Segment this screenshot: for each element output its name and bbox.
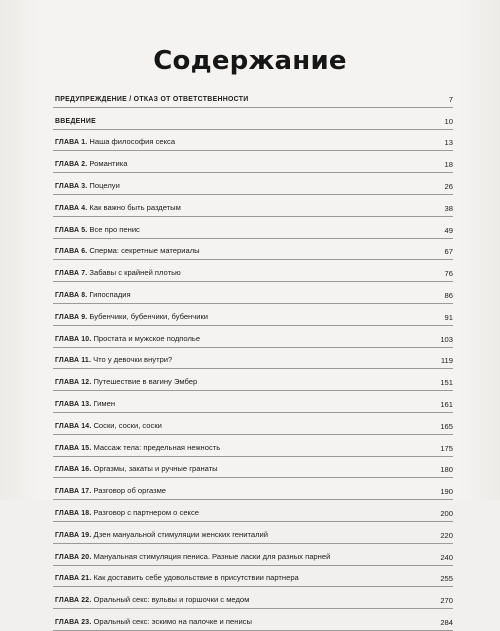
entry-title: Мануальная стимуляция пениса. Разные ласки для разных парней (93, 551, 331, 561)
toc-entry-label (55, 594, 249, 607)
toc-entry-label (55, 616, 252, 629)
page-number: 76 (444, 269, 453, 279)
toc-entry-label (55, 463, 218, 476)
toc-entry (53, 108, 453, 130)
toc-entry-label (55, 529, 268, 542)
page-number: 103 (440, 334, 453, 344)
toc-entry-label (55, 311, 208, 324)
entry-title: Разговор с партнером о сексе (93, 507, 199, 517)
page-number: 91 (444, 312, 453, 322)
entry-title: Поцелуи (89, 180, 120, 190)
toc-entry-label (55, 420, 162, 433)
toc-entry (53, 217, 453, 239)
entry-title: Оральный секс: вульвы и горшочки с медом (93, 595, 250, 605)
entry-title: ВВЕДЕНИЕ (55, 117, 96, 125)
entry-title: Гипоспадия (89, 289, 131, 299)
toc-entry (53, 151, 453, 173)
chapter-number: ГЛАВА 9. (55, 313, 88, 321)
entry-title: Простата и мужское подполье (93, 333, 201, 343)
toc-entry (53, 435, 453, 457)
entry-title: Как важно быть раздетым (89, 202, 181, 212)
page-number: 255 (440, 574, 453, 584)
entry-title: Оргазмы, закаты и ручные гранаты (93, 464, 218, 474)
toc-entry (53, 348, 453, 370)
toc-entry (53, 282, 453, 304)
entry-title: Наша философия секса (89, 137, 176, 147)
toc-entry-label (55, 202, 181, 215)
entry-title: Путешествие в вагину Эмбер (93, 377, 198, 387)
toc-entry (53, 478, 453, 500)
toc-entry (53, 86, 453, 108)
chapter-number: ГЛАВА 12. (55, 379, 92, 387)
page-number: 26 (444, 181, 453, 191)
toc-entry-label (55, 507, 199, 520)
toc-entry (53, 544, 453, 566)
toc-entry (53, 500, 453, 522)
entry-title: Что у девочки внутри? (93, 355, 173, 365)
entry-title: ПРЕДУПРЕЖДЕНИЕ / ОТКАЗ ОТ ОТВЕТСТВЕННОСТИ (55, 95, 249, 103)
entry-title: Оральный секс: эскимо на палочке и пенисы (93, 616, 252, 626)
chapter-number: ГЛАВА 6. (55, 248, 88, 256)
toc-entry-label (55, 376, 197, 389)
page-number: 165 (440, 421, 453, 431)
toc-entry-label (55, 289, 131, 302)
chapter-number: ГЛАВА 21. (55, 575, 92, 583)
chapter-number: ГЛАВА 17. (55, 488, 92, 496)
page-number: 49 (444, 225, 453, 235)
toc-entry (53, 609, 453, 631)
toc-entry-label (55, 398, 115, 411)
page-number: 10 (444, 116, 453, 126)
toc-entry-label (55, 116, 96, 128)
toc-entry-label (55, 267, 181, 280)
toc-entry (53, 457, 453, 479)
chapter-number: ГЛАВА 4. (55, 204, 88, 212)
chapter-number: ГЛАВА 14. (55, 422, 92, 430)
chapter-number: ГЛАВА 5. (55, 226, 88, 234)
page-number: 190 (440, 487, 453, 497)
entry-title: Романтика (89, 159, 128, 169)
chapter-number: ГЛАВА 13. (55, 400, 92, 408)
chapter-number: ГЛАВА 20. (55, 553, 92, 561)
page-number: 180 (440, 465, 453, 475)
page-number: 119 (440, 356, 453, 366)
page-number: 86 (444, 290, 453, 300)
toc-entry-label (55, 333, 200, 346)
toc-entry-label (55, 551, 330, 564)
toc-entry-label (55, 158, 127, 171)
toc-entry-label (55, 245, 200, 258)
toc-entry-label (55, 180, 120, 193)
chapter-number: ГЛАВА 11. (55, 357, 92, 365)
chapter-number: ГЛАВА 16. (55, 466, 92, 474)
page-number: 161 (440, 399, 453, 409)
entry-title: Дзен мануальной стимуляции женских гениталий (93, 529, 268, 539)
page-number: 7 (448, 94, 453, 104)
toc-entry (53, 326, 453, 348)
chapter-number: ГЛАВА 15. (55, 444, 92, 452)
toc-entry (53, 522, 453, 544)
toc-entry-label (55, 485, 166, 498)
page-number: 270 (440, 596, 453, 606)
toc-entry (53, 260, 453, 282)
toc-entry (53, 130, 453, 152)
chapter-number: ГЛАВА 22. (55, 597, 92, 605)
entry-title: Гимен (93, 398, 116, 408)
toc-entry-label (55, 136, 175, 149)
chapter-number: ГЛАВА 7. (55, 270, 88, 278)
page-number: 240 (440, 552, 453, 562)
page-number: 220 (440, 530, 453, 540)
toc-entry (53, 391, 453, 413)
toc-entry (53, 173, 453, 195)
entry-title: Как доставить себе удовольствие в присутствии партнера (93, 573, 299, 583)
chapter-number: ГЛАВА 2. (55, 161, 88, 169)
toc-entry (53, 239, 453, 261)
toc-entry (53, 566, 453, 588)
toc-entry (53, 587, 453, 609)
entry-title: Массаж тела: предельная нежность (93, 442, 221, 452)
chapter-number: ГЛАВА 10. (55, 335, 92, 343)
toc-entry-label (55, 354, 172, 367)
toc-entry-label (55, 572, 299, 585)
page-number: 38 (444, 203, 453, 213)
entry-title: Бубенчики, бубенчики, бубенчики (89, 311, 209, 321)
chapter-number: ГЛАВА 23. (55, 618, 92, 626)
entry-title: Забавы с крайней плотью (89, 268, 181, 278)
entry-title: Сперма: секретные материалы (89, 246, 200, 256)
toc-entry (53, 195, 453, 217)
page-title: Содержание (153, 46, 347, 76)
toc-entry-label (55, 94, 249, 106)
chapter-number: ГЛАВА 1. (55, 139, 88, 147)
toc-entry (53, 413, 453, 435)
toc-entry (53, 304, 453, 326)
chapter-number: ГЛАВА 8. (55, 291, 88, 299)
page-number: 13 (444, 138, 453, 148)
entry-title: Соски, соски, соски (93, 420, 162, 430)
chapter-number: ГЛАВА 3. (55, 182, 88, 190)
page-number: 200 (440, 508, 453, 518)
chapter-number: ГЛАВА 18. (55, 509, 92, 517)
entry-title: Разговор об оргазме (93, 486, 167, 496)
chapter-number: ГЛАВА 19. (55, 531, 92, 539)
toc-entry-label (55, 442, 220, 455)
table-of-contents (53, 86, 453, 631)
page-number: 67 (444, 247, 453, 257)
toc-entry-label (55, 224, 140, 237)
entry-title: Все про пенис (89, 224, 140, 234)
page-number: 284 (440, 617, 453, 627)
page-number: 18 (444, 160, 453, 170)
toc-entry (53, 369, 453, 391)
page-number: 151 (440, 378, 453, 388)
page-number: 175 (440, 443, 453, 453)
